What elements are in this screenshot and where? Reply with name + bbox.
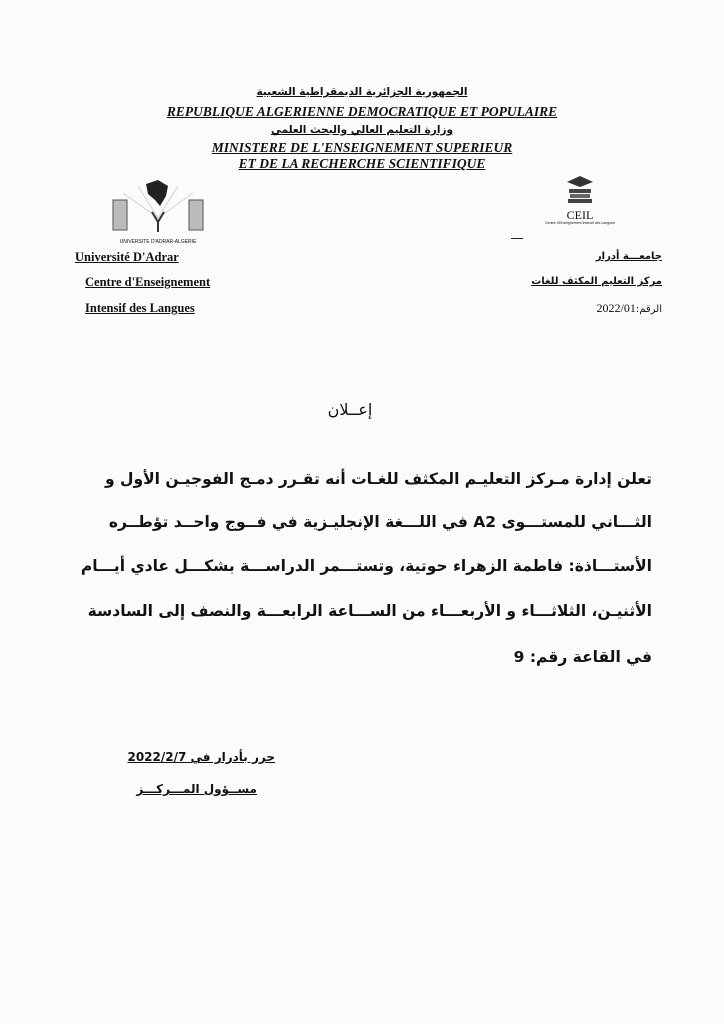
university-emblem-icon xyxy=(108,178,208,234)
republic-arabic: الجمهورية الجزائرية الديمقراطية الشعبية xyxy=(256,86,468,98)
body-line-1: تعلن إدارة مـركز التعليـم المكثف للغـات أنه تقـرر دمـج الفوجيـن الأول و xyxy=(105,470,652,488)
ceil-logo xyxy=(530,174,630,234)
ministry-french-1: MINISTERE DE L'ENSEIGNEMENT SUPERIEUR xyxy=(211,140,513,155)
reference-number xyxy=(597,301,663,316)
reference-value: 2022/01 xyxy=(596,301,636,315)
official-title: مســؤول المـــركـــز xyxy=(136,782,257,796)
body-line-5: في القاعة رقم: 9 xyxy=(513,648,652,666)
reference-label: الرقم: xyxy=(635,304,662,315)
ministry-french-2: ET DE LA RECHERCHE SCIENTIFIQUE xyxy=(238,156,486,171)
divider xyxy=(511,238,523,239)
announcement-title: إعــلان xyxy=(327,400,373,419)
center-name-fr-2: Intensif des Langues xyxy=(85,301,195,315)
ceil-label: CEIL xyxy=(566,208,594,222)
university-logo xyxy=(108,178,208,245)
university-logo-caption: UNIVERSITE D'ADRAR-ALGERIE xyxy=(119,239,197,245)
graduation-books-icon xyxy=(563,174,597,204)
ministry-arabic: وزارة التعليم العالي والبحث العلمي xyxy=(270,124,454,136)
center-name-fr-1: Centre d'Enseignement xyxy=(85,275,211,289)
body-line-4: الأثنيـن، الثلاثـــاء و الأربعـــاء من الســـاعة الرابعـــة والنصف إلى السادسة xyxy=(87,602,652,620)
place-date: حرر بأدرار في 2022/2/7 xyxy=(127,750,275,764)
university-name-ar: جامعـــة أدرار xyxy=(595,251,662,262)
center-name-ar: مركز التعليم المكثف للغات xyxy=(531,276,662,287)
university-name-fr: Université D'Adrar xyxy=(75,250,179,264)
republic-french: REPUBLIQUE ALGERIENNE DEMOCRATIQUE ET POPULAIRE xyxy=(166,104,558,119)
body-line-2: الثـــاني للمستـــوى A2 في اللـــغة الإنجليـزية في فــوج واحــد تؤطــره xyxy=(108,513,652,531)
body-line-3: الأستـــاذة: فاطمة الزهراء حوتية، وتستـــمر الدراســـة بشكـــل عادي أيـــام xyxy=(80,557,652,575)
ceil-caption: Centre d'Enseignement Intensif des Langues xyxy=(545,221,615,225)
